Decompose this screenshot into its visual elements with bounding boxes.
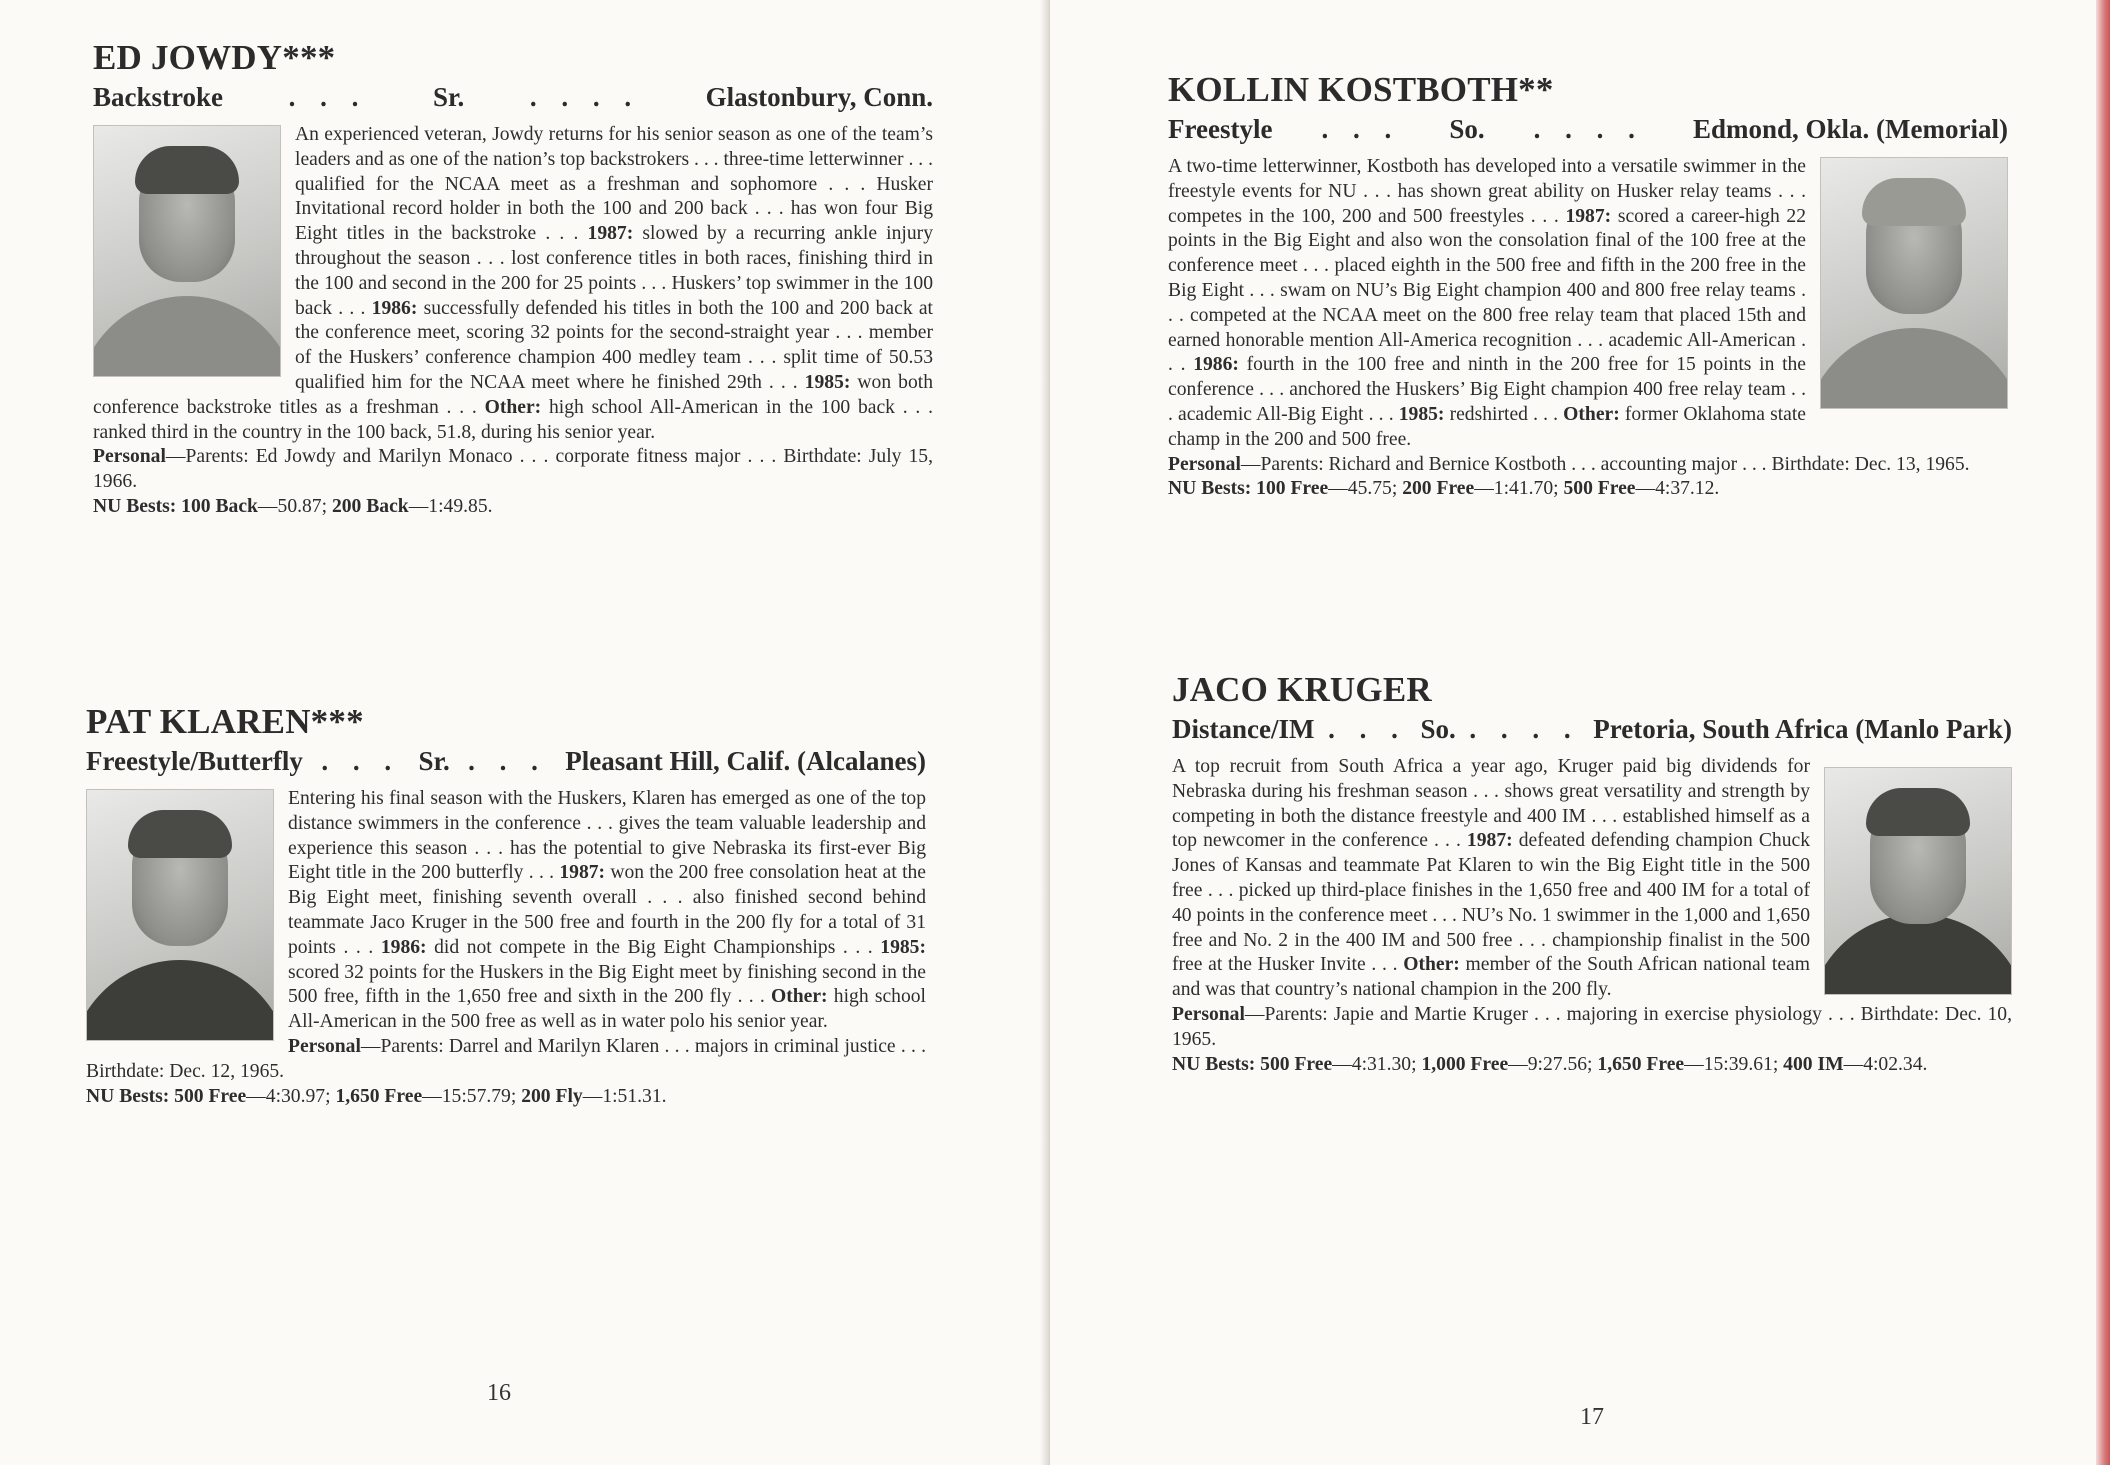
bio-jaco-kruger: [1172, 670, 2012, 1077]
athlete-hometown: Glastonbury, Conn.: [705, 82, 933, 112]
bio-kollin-kostboth: [1168, 70, 2008, 502]
bio-body: An experienced veteran, Jowdy returns for his senior season as one of the team’s leaders and as one of the nation’s top backstrokers . . . three-time letterwinner . . . qualified for the NCAA meet as a freshman and sophomore . . . Husker Invitational record holder in both the 100 and 200 back . . . has won four Big Eight titles in the backstroke . . . 1987: slowed by a recurring ankle injury throughout the season . . . lost conference titles in both races, finishing third in the 100 and second in the 200 for 25 points . . . Huskers’ top swimmer in the 100 back . . . 1986: successfully defended his titles in both the 100 and 200 back at the conference meet, scoring 32 points for the second-straight year . . . member of the Huskers’ conference champion 400 medley team . . . split time of 50.53 qualified him for the NCAA meet where he finished 29th . . . 1985: won both conference backstroke titles as a freshman . . . Other: high school All-American in the 100 back . . . ranked third in the country in the 100 back, 51.8, during his senior year. Personal—Parents: Ed Jowdy and Marilyn Monaco . . . corporate fitness major . . . Birthdate: July 15, 1966. NU Bests: 100 Back—50.87; 200 Back—1:49.85.: [93, 123, 933, 520]
separator-dots: . . .: [321, 746, 401, 776]
separator-dots: . . . .: [1533, 114, 1644, 144]
page-number: 16: [487, 1380, 511, 1406]
athlete-photo: [86, 789, 274, 1041]
personal-info: Personal—Parents: Ed Jowdy and Marilyn Monaco . . . corporate fitness major . . . Birthdate: July 15, 1966.: [93, 446, 933, 493]
nu-bests: NU Bests: 100 Back—50.87; 200 Back—1:49.85.: [93, 495, 493, 517]
athlete-name: KOLLIN KOSTBOTH**: [1168, 70, 1554, 109]
athlete-name: PAT KLAREN***: [86, 702, 364, 741]
personal-info: Personal—Parents: Richard and Bernice Kostboth . . . accounting major . . . Birthdate: Dec. 13, 1965.: [1168, 453, 1970, 475]
athlete-class: Sr.: [418, 746, 450, 776]
athlete-photo: [93, 125, 281, 377]
athlete-subhead: [1172, 714, 2012, 745]
nu-bests: NU Bests: 500 Free—4:30.97; 1,650 Free—15:57.79; 200 Fly—1:51.31.: [86, 1085, 667, 1107]
separator-dots: . . . .: [529, 82, 641, 112]
athlete-photo: [1820, 157, 2008, 409]
athlete-photo: [1824, 767, 2012, 995]
nu-bests: NU Bests: 100 Free—45.75; 200 Free—1:41.70; 500 Free—4:37.12.: [1168, 478, 1720, 500]
athlete-event: Distance/IM: [1172, 714, 1315, 744]
separator-dots: . . .: [288, 82, 368, 112]
athlete-name: ED JOWDY***: [93, 38, 336, 77]
cover-edge: [2096, 0, 2110, 1465]
bio-pat-klaren: [86, 702, 926, 1109]
athlete-hometown: Pleasant Hill, Calif. (Alcalanes): [565, 746, 926, 776]
bio-body: A top recruit from South Africa a year ago, Kruger paid big dividends for Nebraska during his freshman season . . . shows great versatility and strength by competing in both the distance freestyle and 400 IM . . . established himself as a top newcomer in the conference . . . 1987: defeated defending champion Chuck Jones of Kansas and teammate Pat Klaren to win the Big Eight title in the 500 free . . . picked up third-place finishes in the 1,650 free and 400 IM for a total of 40 points in the conference meet . . . NU’s No. 1 swimmer in the 1,000 and 1,650 free and No. 2 in the 400 IM and 500 free . . . championship finalist in the 500 free at the Husker Invite . . . Other: member of the South African national team and was that country’s national champion in the 200 fly. Personal—Parents: Japie and Martie Kruger . . . majoring in exercise physiology . . . Birthdate: Dec. 10, 1965. NU Bests: 500 Free—4:31.30; 1,000 Free—9:27.56; 1,650 Free—15:39.61; 400 IM—4:02.34.: [1172, 755, 2012, 1077]
separator-dots: . . .: [1328, 714, 1407, 744]
page-number: 17: [1580, 1404, 1604, 1430]
bio-ed-jowdy: [93, 38, 933, 520]
athlete-class: So.: [1449, 114, 1485, 144]
athlete-event: Freestyle: [1168, 114, 1273, 144]
athlete-subhead: [86, 746, 926, 777]
right-page: [1050, 0, 2110, 1465]
athlete-subhead: [1168, 114, 2008, 145]
separator-dots: . . . .: [1469, 714, 1580, 744]
athlete-subhead: [93, 82, 933, 113]
athlete-event: Backstroke: [93, 82, 224, 112]
personal-info: Personal—Parents: Darrel and Marilyn Klaren . . . majors in criminal justice . . . Birthdate: Dec. 12, 1965.: [86, 1035, 926, 1082]
nu-bests: NU Bests: 500 Free—4:31.30; 1,000 Free—9:27.56; 1,650 Free—15:39.61; 400 IM—4:02.34.: [1172, 1053, 1928, 1075]
athlete-event: Freestyle/Butterfly: [86, 746, 303, 776]
bio-body: A two-time letterwinner, Kostboth has developed into a versatile swimmer in the freestyle events for NU . . . has shown great ability on Husker relay teams . . . competes in the 100, 200 and 500 freestyles . . . 1987: scored a career-high 22 points in the Big Eight and also won the consolation final of the 100 free at the conference meet . . . placed eighth in the 500 free and fifth in the 200 free in the Big Eight . . . swam on NU’s Big Eight champion 400 and 800 free relay teams . . . competed at the NCAA meet on the 800 free relay team that placed 15th and earned honorable mention All-America recognition . . . academic All-American . . . 1986: fourth in the 100 free and ninth in the 200 free for 15 points in the conference . . . anchored the Huskers’ Big Eight champion 400 free relay team . . . academic All-Big Eight . . . 1985: redshirted . . . Other: former Oklahoma state champ in the 200 and 500 free. Personal—Parents: Richard and Bernice Kostboth . . . accounting major . . . Birthdate: Dec. 13, 1965. NU Bests: 100 Free—45.75; 200 Free—1:41.70; 500 Free—4:37.12.: [1168, 155, 2008, 502]
athlete-class: So.: [1420, 714, 1456, 744]
athlete-class: Sr.: [432, 82, 465, 112]
personal-info: Personal—Parents: Japie and Martie Kruger . . . majoring in exercise physiology . . . Birthdate: Dec. 10, 1965.: [1172, 1003, 2012, 1050]
separator-dots: . . .: [468, 746, 547, 776]
athlete-name: JACO KRUGER: [1172, 670, 1432, 709]
athlete-hometown: Pretoria, South Africa (Manlo Park): [1593, 714, 2012, 744]
bio-body: Entering his final season with the Huskers, Klaren has emerged as one of the top distance swimmers in the conference . . . gives the team valuable leadership and experience this season . . . has the potential to give Nebraska its first-ever Big Eight title in the 200 butterfly . . . 1987: won the 200 free consolation heat at the Big Eight meet, finishing seventh overall . . . also finished second behind teammate Jaco Kruger in the 500 free and fourth in the 200 fly for a total of 31 points . . . 1986: did not compete in the Big Eight Championships . . . 1985: scored 32 points for the Huskers in the Big Eight meet by finishing second in the 500 free, fifth in the 1,650 free and sixth in the 200 fly . . . Other: high school All-American in the 500 free as well as in water polo his senior year. Personal—Parents: Darrel and Marilyn Klaren . . . majors in criminal justice . . . Birthdate: Dec. 12, 1965. NU Bests: 500 Free—4:30.97; 1,650 Free—15:57.79; 200 Fly—1:51.31.: [86, 787, 926, 1109]
separator-dots: . . .: [1321, 114, 1401, 144]
left-page: [0, 0, 1050, 1465]
athlete-hometown: Edmond, Okla. (Memorial): [1692, 114, 2008, 144]
